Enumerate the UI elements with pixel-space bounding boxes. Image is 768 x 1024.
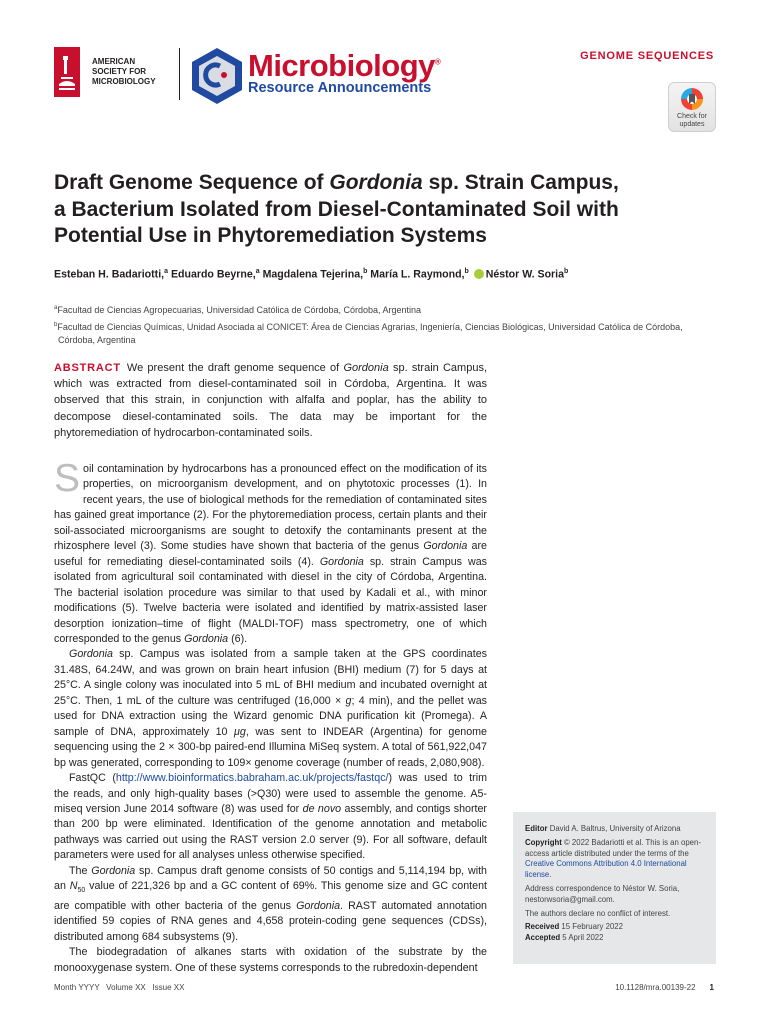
article-title: Draft Genome Sequence of Gordonia sp. Strain Campus, a Bacterium Isolated from Diesel-Contaminated Soil with Potential Use in Phytoremediation Systems [54, 171, 619, 247]
fastqc-link[interactable]: http://www.bioinformatics.babraham.ac.uk/projects/fastqc/ [115, 772, 389, 785]
orcid-icon[interactable] [474, 269, 484, 279]
license-link[interactable]: Creative Commons Attribution 4.0 International license [525, 859, 687, 880]
body-paragraph: The biodegradation of alkanes starts with oxidation of the substrate by the monooxygenase system. One of these systems corresponds to the rubredoxin-dependent [54, 946, 487, 974]
author-name[interactable]: Esteban H. Badariotti, [54, 268, 165, 281]
copyright-line: Copyright © 2022 Badariotti et al. This is an open-access article distributed under the terms of the Creative Commons Attribution 4.0 International license. [525, 837, 701, 880]
conflict-line: The authors declare no conflict of interest. [525, 908, 671, 918]
article-info-box [513, 812, 716, 964]
body-paragraph: The Gordonia sp. Campus draft genome consists of 50 contigs and 5,114,194 bp, with an $N_{50}$ value of 221,326 bp and a GC content of 69%. This genome size and GC content are compatible with other bacteria of the genus Gordonia. RAST automated annotation identified 59 copies of RNA genes and 4,658 protein-coding gene sequences (CDSs), distributed among 684 subsystems (9). [54, 864, 487, 943]
author-name[interactable]: Néstor W. Soria [485, 268, 565, 281]
author-name[interactable]: María L. Raymond, [370, 268, 465, 281]
drop-cap: S [54, 457, 81, 500]
author-name[interactable]: Magdalena Tejerina, [262, 268, 364, 281]
author-name[interactable]: Eduardo Beyrne, [170, 268, 256, 281]
page-number: 1 [709, 983, 714, 992]
article-info-content [525, 824, 711, 944]
author-list: Esteban H. Badariotti,$^a$ Eduardo Beyrne,$^a$ Magdalena Tejerina,$^b$ María L. Raymond,$^b$ Néstor W. Soria$^b$ [54, 268, 569, 281]
body-paragraph: FastQC (http://www.bioinformatics.babraham.ac.uk/projects/fastqc/) was used to trim the reads, and only high-quality bases (>Q30) were used to assemble the genome. A5-miseq version June 2014 software (8) was used for de novo assembly, and contigs shorter than 200 bp were eliminated. Identification of the genome annotation and metabolic pathways was carried out using the RAST version 2.0 server (9). For all software, default parameters were used for all analyses unless otherwise specified. [54, 772, 487, 862]
body-paragraph: Gordonia sp. Campus was isolated from a sample taken at the GPS coordinates 31.48S, 64.24W, and was grown on brain heart infusion (BHI) medium (7) for 5 days at 25°C. A single colony was inoculated into 5 mL of BHI medium and incubated overnight at 25°C. Then, 1 mL of the culture was centrifuged (16,000 × g; 4 min), and the pellet was used for DNA extraction using the Wizard genomic DNA purification kit (Promega). A sample of DNA, approximately 10 μg, was sent to INDEAR (Argentina) for genome sequencing using the 2 × 300-bp paired-end Illumina MiSeq system. A total of 561,922,047 bp was generated, corresponding to 109× genome coverage (number of reads, 2,080,908). [54, 648, 487, 769]
check-for-updates-badge[interactable] [668, 82, 716, 132]
editor-line: Editor David A. Baltrus, University of Arizona [525, 824, 681, 833]
abstract: ABSTRACT We present the draft genome sequence of Gordonia sp. strain Campus, which was extracted from diesel-contaminated soil in Córdoba, Argentina. It was observed that this strain, in conjunction with alfalfa and poplar, has the ability to decompose diesel-contaminated soils. The data may be important for the phytoremediation of hydrocarbon-contaminated soils. [54, 362, 487, 439]
affiliation-a: $^a$Facultad de Ciencias Agropecuarias, Universidad Católica de Córdoba, Córdoba, Argentina [54, 305, 422, 315]
journal-subtitle: Resource Announcements [248, 80, 432, 96]
received-line: Received 15 February 2022 [525, 922, 623, 932]
issue-info: Month YYYY Volume XX Issue XX [54, 983, 185, 992]
asm-microscope-icon [54, 47, 80, 97]
journal-name[interactable]: Microbiology® [248, 48, 441, 83]
header-divider [179, 48, 180, 100]
journal-logo-icon [188, 46, 246, 104]
body-paragraph: Soil contamination by hydrocarbons has a pronounced effect on the modification of its properties, on microorganism development, and on phytotoxic processes (1). In recent years, the use of biological methods for the remediation of contaminated sites has gained great importance (2). For the phytoremediation process, certain plants and their soil-associated microorganisms are sought to detoxify the contaminants present at the rhizosphere level (3). Some studies have shown that bacteria of the genus Gordonia are useful for remediating diesel-contaminated soils (4). Gordonia sp. strain Campus was isolated from agricultural soil contaminated with diesel in the city of Córdoba, Argentina. The bacterial isolation procedure was similar to that used by Kadali et al., with minor modifications (5). Twelve bacteria were isolated and identified by matrix-assisted laser desorption ionization–time of flight (MALDI-TOF) mass spectrometry, one of which corresponded to the genus Gordonia (6). [54, 457, 488, 645]
abstract-label: ABSTRACT [54, 362, 121, 374]
section-label: GENOME SEQUENCES [580, 50, 714, 62]
correspondence-line: Address correspondence to Néstor W. Soria, nestorwsoria@gmail.com. [525, 883, 680, 904]
asm-logo[interactable] [54, 47, 174, 101]
badge-label: Check for updates [677, 113, 707, 128]
doi[interactable]: 10.1128/mra.00139-22 [615, 983, 696, 992]
affiliation-b: $^b$Facultad de Ciencias Químicas, Unidad Asociada al CONICET: Área de Ciencias Agrarias, Ingeniería, Ciencias Biológicas, Universidad Católica de Córdoba, Córdoba, Argentina [54, 322, 683, 345]
bookmark-icon [680, 87, 704, 111]
article-body [54, 457, 488, 976]
accepted-line: Accepted 5 April 2022 [525, 933, 604, 943]
society-name: AMERICAN SOCIETY FOR MICROBIOLOGY [92, 57, 156, 86]
doi-footer [615, 983, 714, 992]
